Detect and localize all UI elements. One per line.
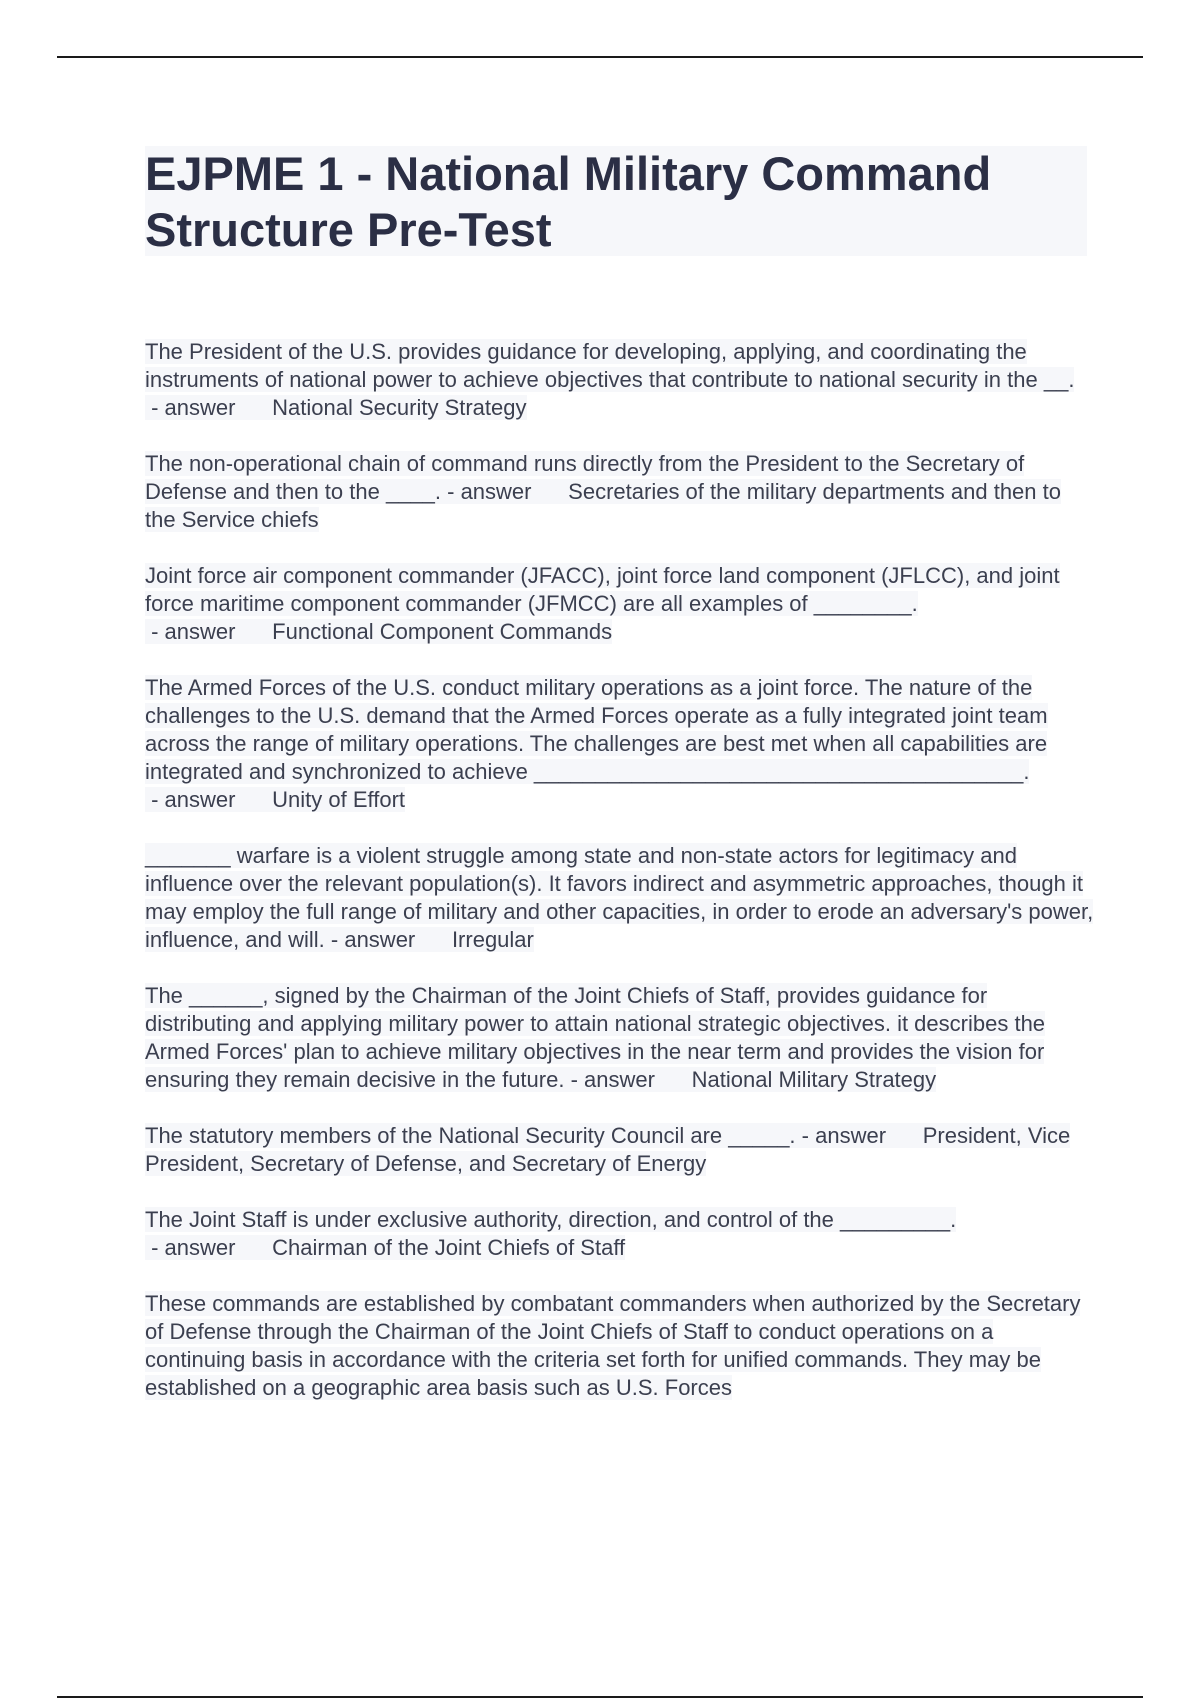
answer-separator: - answer xyxy=(145,1235,273,1260)
question-text: These commands are established by combatant commanders when authorized by the Secretary of Defense through the Chairman of the Joint Chiefs of Staff to conduct operations on a continuing basis in accordance with the criteria set forth for unified commands. They may be established on a geographic area basis such as U.S. Forces xyxy=(145,1291,1081,1400)
question-text: The President of the U.S. provides guidance for developing, applying, and coordinating the instruments of national power to achieve objectives that contribute to national security in the __. xyxy=(145,339,1075,392)
question-text: Joint force air component commander (JFACC), joint force land component (JFLCC), and joint force maritime component commander (JFMCC) are all examples of ________. xyxy=(145,563,1060,616)
qa-item xyxy=(145,1290,1095,1402)
qa-item xyxy=(145,1206,1095,1262)
page-title: EJPME 1 - National Military Command Structure Pre-Test xyxy=(145,147,992,256)
answer-separator: - answer xyxy=(145,395,273,420)
question-text: _______ warfare is a violent struggle among state and non-state actors for legitimacy and influence over the relevant population(s). It favors indirect and asymmetric approaches, though it may employ the full range of military and other capacities, in order to erode an adversary's power, influence, and will. xyxy=(145,843,1094,952)
answer-text: Functional Component Commands xyxy=(272,619,613,644)
question-text: The Joint Staff is under exclusive authority, direction, and control of the _________. xyxy=(145,1207,957,1232)
answer-text: National Military Strategy xyxy=(691,1067,937,1092)
answer-separator: - answer xyxy=(145,787,273,812)
qa-item xyxy=(145,450,1095,534)
question-text: The ______, signed by the Chairman of the Joint Chiefs of Staff, provides guidance for distributing and applying military power to attain national strategic objectives. it describes the Armed Forces' plan to achieve military objectives in the near term and provides the vision for ensuring they remain decisive in the future. xyxy=(145,983,1046,1092)
top-rule xyxy=(57,56,1143,58)
answer-separator: - answer xyxy=(441,479,569,504)
question-text: The non-operational chain of command runs directly from the President to the Secretary of Defense and then to the ____. xyxy=(145,451,1025,504)
answer-separator: - answer xyxy=(795,1123,923,1148)
bottom-rule xyxy=(57,1696,1143,1698)
answer-separator: - answer xyxy=(564,1067,692,1092)
question-text: The Armed Forces of the U.S. conduct military operations as a joint force. The nature of the challenges to the U.S. demand that the Armed Forces operate as a fully integrated joint team across the range of military operations. The challenges are best met when all capabilities are integrated and synchronized to achieve ________________________________________. xyxy=(145,675,1048,784)
answer-text: Chairman of the Joint Chiefs of Staff xyxy=(272,1235,626,1260)
qa-item xyxy=(145,842,1095,954)
qa-item xyxy=(145,674,1095,814)
answer-text: Secretaries of the military departments and then to the Service chiefs xyxy=(145,479,1061,532)
answer-text: Irregular xyxy=(451,927,534,952)
qa-item xyxy=(145,562,1095,646)
answer-separator: - answer xyxy=(145,619,273,644)
qa-list xyxy=(145,338,1095,1430)
answer-text: National Security Strategy xyxy=(272,395,527,420)
qa-item xyxy=(145,338,1095,422)
qa-item xyxy=(145,982,1095,1094)
answer-text: President, Vice President, Secretary of Defense, and Secretary of Energy xyxy=(145,1123,1071,1176)
answer-text: Unity of Effort xyxy=(272,787,406,812)
answer-separator: - answer xyxy=(324,927,452,952)
question-text: The statutory members of the National Security Council are _____. xyxy=(145,1123,796,1148)
qa-item xyxy=(145,1122,1095,1178)
